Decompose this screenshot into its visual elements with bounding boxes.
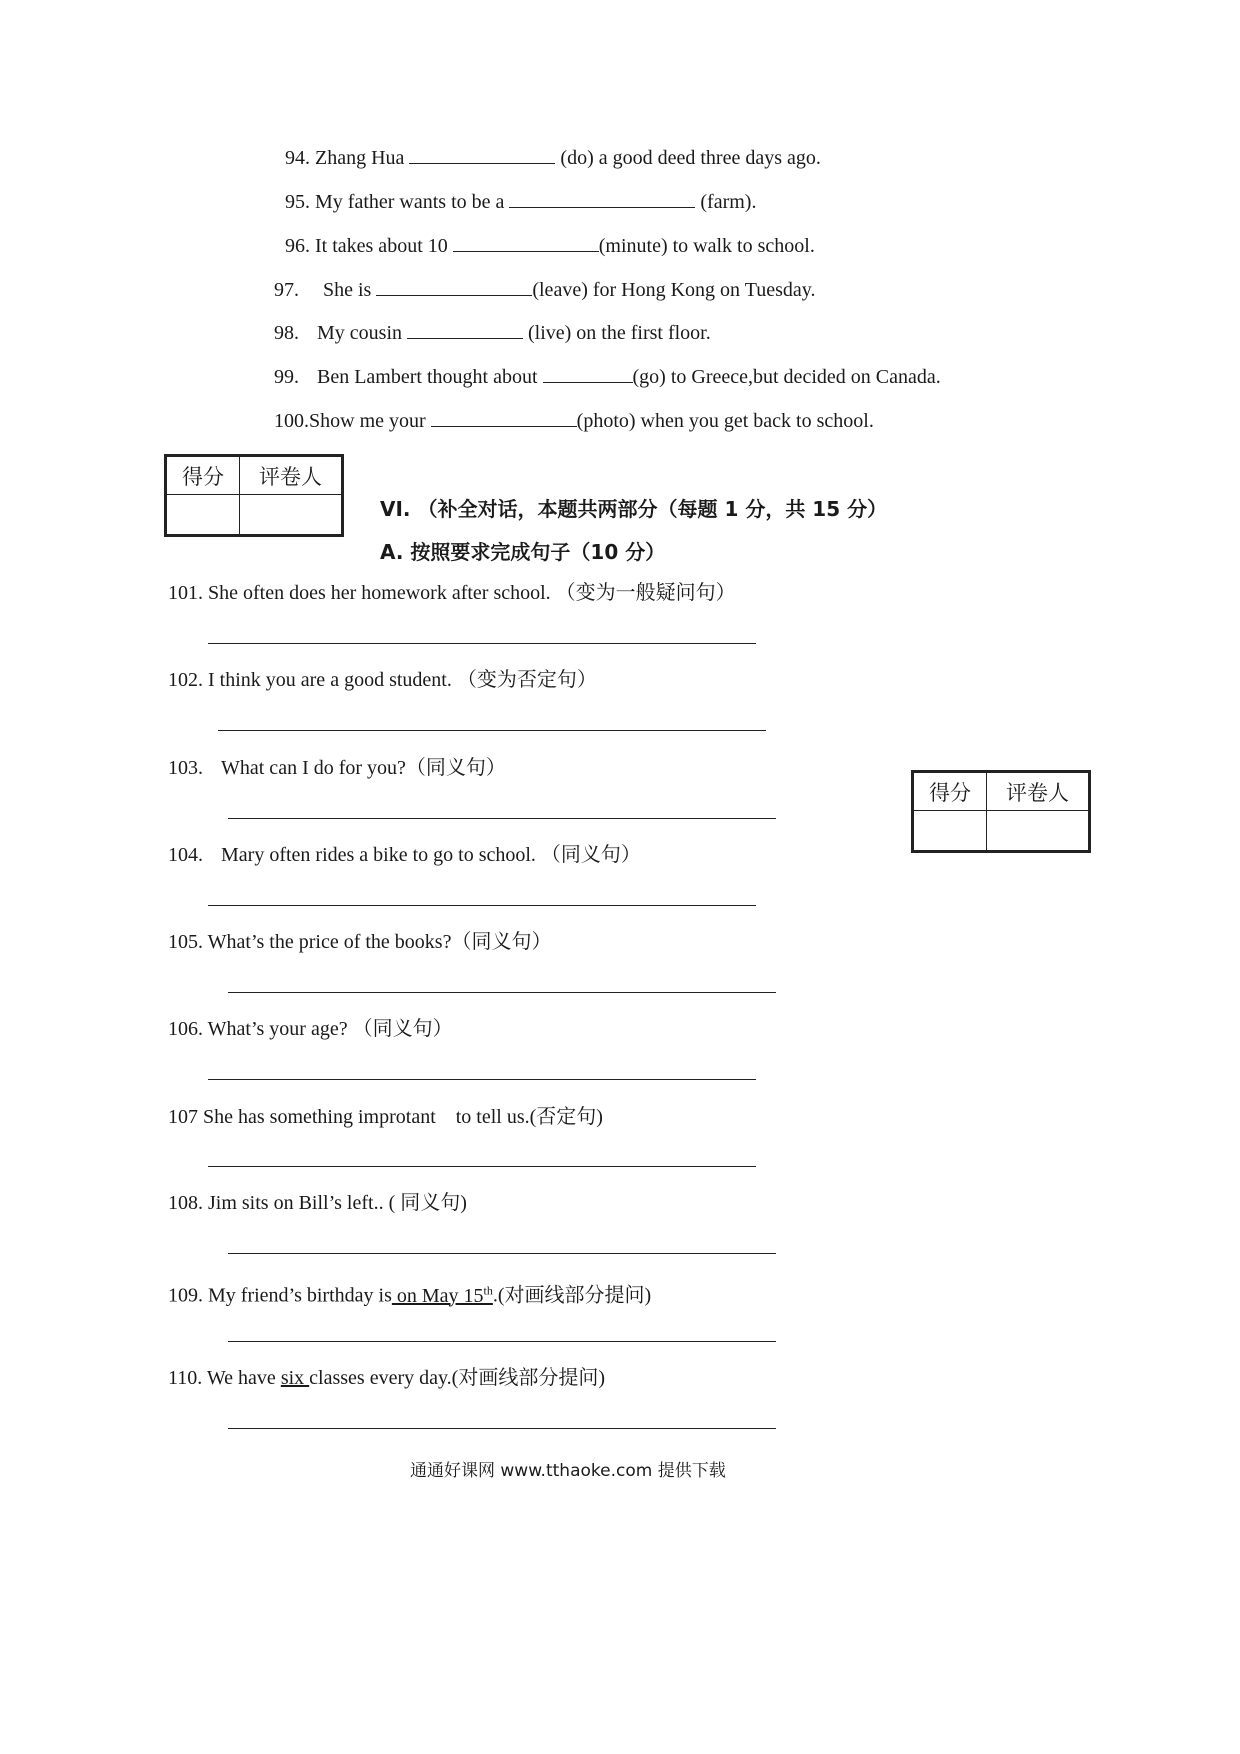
question-101: 101. She often does her homework after school. （变为一般疑问句） xyxy=(168,582,736,604)
question-96: 96. It takes about 10 (minute) to walk to school. xyxy=(285,235,815,257)
answer-blank[interactable] xyxy=(543,364,633,383)
question-108: 108. Jim sits on Bill’s left.. ( 同义句) xyxy=(168,1192,467,1214)
score-cell[interactable] xyxy=(167,495,240,535)
answer-blank[interactable] xyxy=(431,408,577,427)
question-97: 97. She is (leave) for Hong Kong on Tuesday. xyxy=(274,279,816,301)
answer-line[interactable] xyxy=(218,730,766,731)
grader-cell[interactable] xyxy=(987,811,1089,851)
answer-line[interactable] xyxy=(208,905,756,906)
answer-blank[interactable] xyxy=(409,145,555,164)
score-label: 得分 xyxy=(914,773,987,811)
section-title: VI. （补全对话，本题共两部分（每题 1 分，共 15 分） xyxy=(380,497,888,521)
page-footer: 通通好课网 www.tthaoke.com 提供下载 xyxy=(410,1461,726,1481)
answer-line[interactable] xyxy=(228,992,776,993)
grader-label: 评卷人 xyxy=(987,773,1089,811)
question-94: 94. Zhang Hua (do) a good deed three days ago. xyxy=(285,147,821,169)
question-99: 99. Ben Lambert thought about (go) to Greece,but decided on Canada. xyxy=(274,366,941,388)
answer-line[interactable] xyxy=(208,1079,756,1080)
answer-line[interactable] xyxy=(228,1341,776,1342)
answer-line[interactable] xyxy=(228,818,776,819)
underlined-part: on May 15th xyxy=(391,1283,493,1307)
answer-blank[interactable] xyxy=(453,233,599,252)
question-105: 105. What’s the price of the books?（同义句） xyxy=(168,931,552,953)
score-label: 得分 xyxy=(167,457,240,495)
score-box xyxy=(164,454,344,537)
answer-line[interactable] xyxy=(208,1166,756,1167)
grader-label: 评卷人 xyxy=(240,457,342,495)
question-102: 102. I think you are a good student. （变为否定句） xyxy=(168,669,597,691)
answer-blank[interactable] xyxy=(376,277,532,296)
score-cell[interactable] xyxy=(914,811,987,851)
answer-line[interactable] xyxy=(208,643,756,644)
underlined-part: six xyxy=(280,1367,310,1389)
score-box xyxy=(911,770,1091,853)
section-subtitle: A. 按照要求完成句子（10 分） xyxy=(380,540,666,564)
question-106: 106. What’s your age? （同义句） xyxy=(168,1018,453,1040)
answer-blank[interactable] xyxy=(407,320,523,339)
question-104: 104. Mary often rides a bike to go to school. （同义句） xyxy=(168,844,641,866)
question-98: 98. My cousin (live) on the first floor. xyxy=(274,322,711,344)
question-107: 107 She has something improtant to tell us.(否定句) xyxy=(168,1106,603,1128)
question-110: 110. We have six classes every day.(对画线部分提问) xyxy=(168,1367,606,1389)
question-100: 100.Show me your (photo) when you get back to school. xyxy=(274,410,874,432)
answer-line[interactable] xyxy=(228,1428,776,1429)
answer-blank[interactable] xyxy=(509,189,695,208)
question-109: 109. My friend’s birthday is on May 15th.(对画线部分提问) xyxy=(168,1283,652,1307)
question-103: 103. What can I do for you?（同义句） xyxy=(168,757,506,779)
grader-cell[interactable] xyxy=(240,495,342,535)
answer-line[interactable] xyxy=(228,1253,776,1254)
question-95: 95. My father wants to be a (farm). xyxy=(285,191,757,213)
